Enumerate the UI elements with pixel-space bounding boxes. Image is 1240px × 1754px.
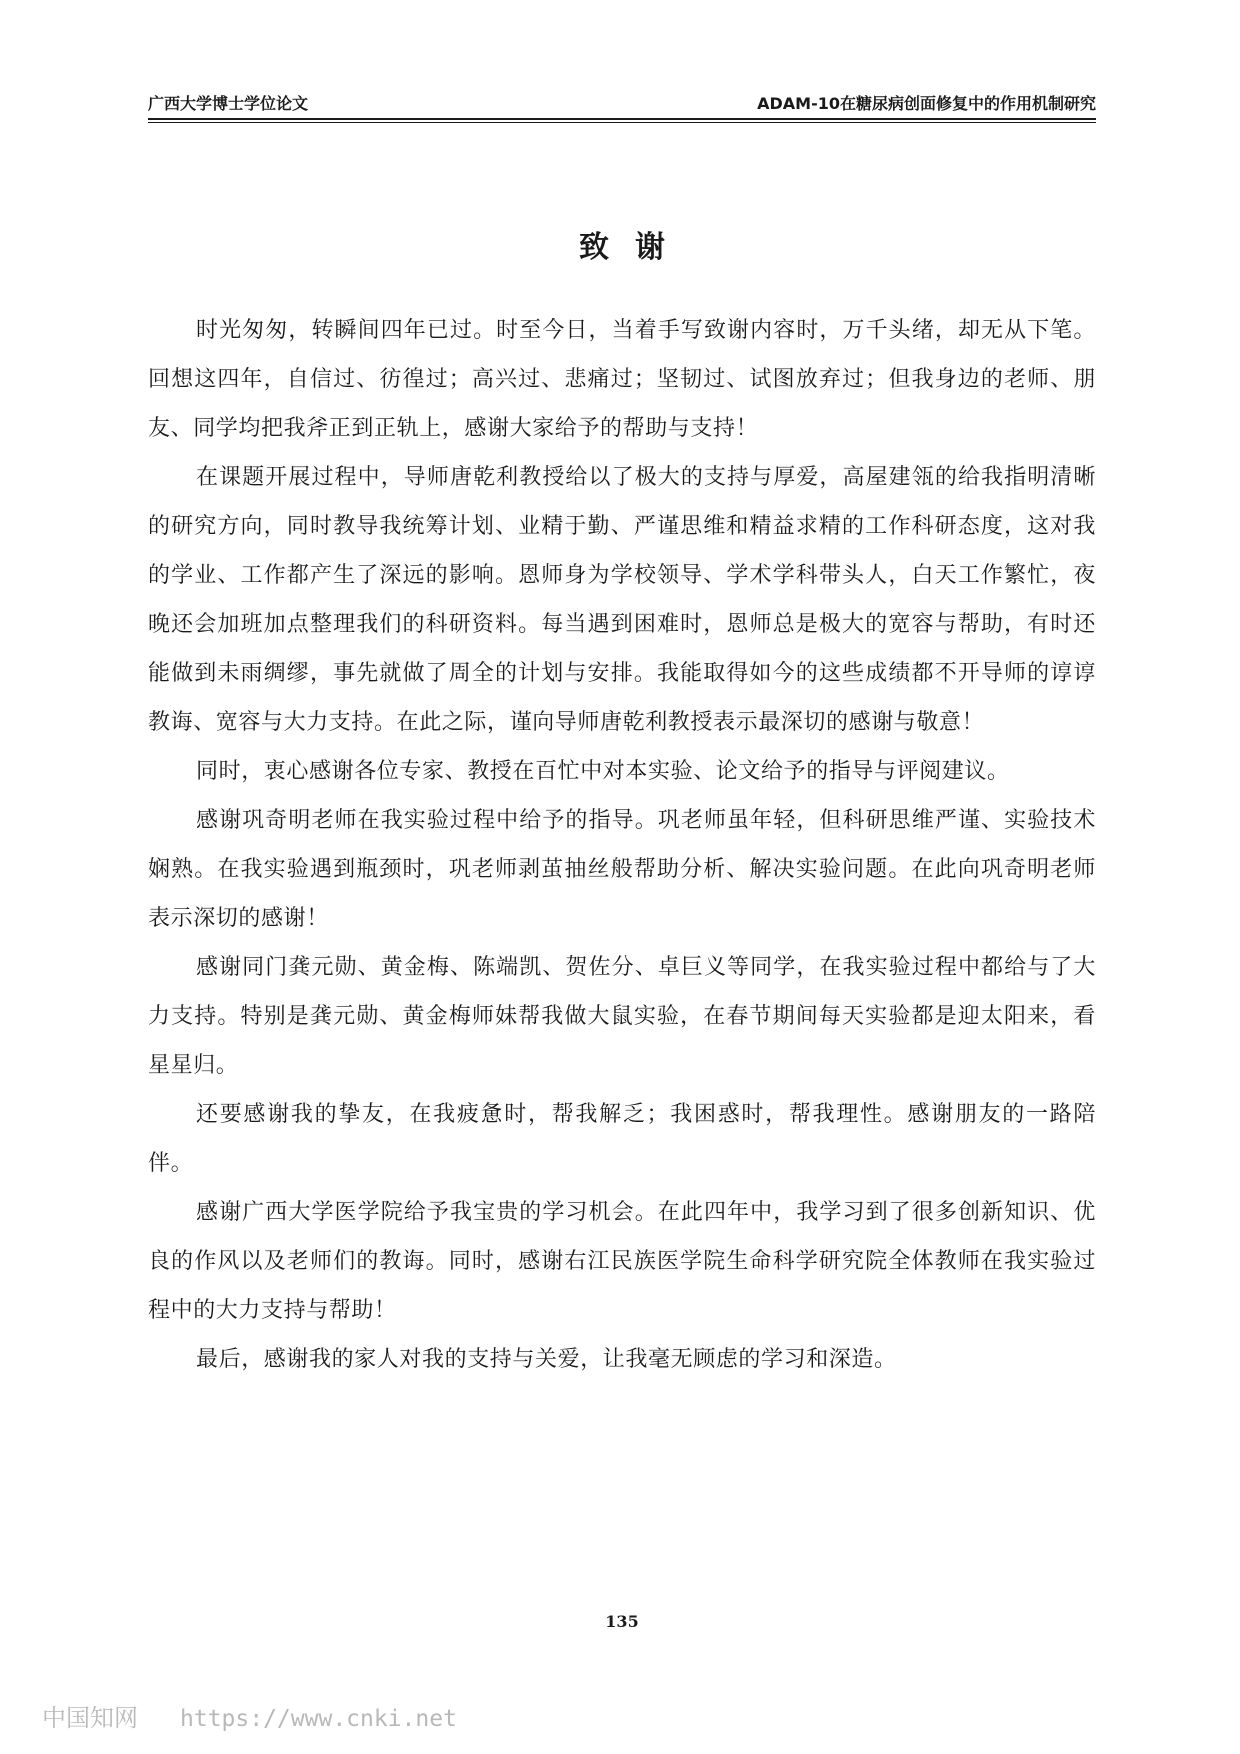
page-number: 135 bbox=[605, 1612, 639, 1631]
watermark-name: 中国知网 bbox=[42, 1704, 138, 1732]
watermark-url: https://www.cnki.net bbox=[180, 1706, 457, 1732]
paragraph: 最后，感谢我的家人对我的支持与关爱，让我毫无顾虑的学习和深造。 bbox=[196, 1347, 897, 1372]
paragraph: 感谢巩奇明老师在我实验过程中给予的指导。巩老师虽年轻，但科研思维严谨、实验技术娴熟。在我实验遇到瓶颈时，巩老师剥茧抽丝般帮助分析、解决实验问题。在此向巩奇明老师表示深切的感谢！ bbox=[148, 808, 1096, 931]
paragraph: 在课题开展过程中，导师唐乾利教授给以了极大的支持与厚爱，高屋建瓴的给我指明清晰的研究方向，同时教导我统筹计划、业精于勤、严谨思维和精益求精的工作科研态度，这对我的学业、工作都产生了深远的影响。恩师身为学校领导、学术学科带头人，白天工作繁忙，夜晚还会加班加点整理我们的科研资料。每当遇到困难时，恩师总是极大的宽容与帮助，有时还能做到未雨绸缪，事先就做了周全的计划与安排。我能取得如今的这些成绩都不开导师的谆谆教诲、宽容与大力支持。在此之际，谨向导师唐乾利教授表示最深切的感谢与敬意！ bbox=[148, 465, 1096, 735]
running-header bbox=[148, 84, 1096, 114]
cnki-watermark bbox=[42, 1698, 457, 1733]
header-rule-thin bbox=[148, 122, 1096, 123]
header-thesis-title: ADAM-10在糖尿病创面修复中的作用机制研究 bbox=[757, 94, 1096, 113]
paragraph: 感谢广西大学医学院给予我宝贵的学习机会。在此四年中，我学习到了很多创新知识、优良的作风以及老师们的教诲。同时，感谢右江民族医学院生命科学研究院全体教师在我实验过程中的大力支持与帮助！ bbox=[148, 1200, 1096, 1323]
acknowledgement-body bbox=[148, 306, 1096, 1384]
header-rule bbox=[148, 118, 1096, 120]
page-title: 致谢 bbox=[579, 230, 691, 265]
paragraph: 感谢同门龚元勋、黄金梅、陈端凯、贺佐分、卓巨义等同学，在我实验过程中都给与了大力支持。特别是龚元勋、黄金梅师妹帮我做大鼠实验，在春节期间每天实验都是迎太阳来，看星星归。 bbox=[148, 955, 1096, 1078]
header-thesis-label: 广西大学博士学位论文 bbox=[148, 94, 309, 113]
paragraph: 还要感谢我的挚友，在我疲惫时，帮我解乏；我困惑时，帮我理性。感谢朋友的一路陪伴。 bbox=[148, 1102, 1096, 1176]
paragraph: 同时，衷心感谢各位专家、教授在百忙中对本实验、论文给予的指导与评阅建议。 bbox=[196, 759, 1010, 784]
paragraph: 时光匆匆，转瞬间四年已过。时至今日，当着手写致谢内容时，万千头绪，却无从下笔。回想这四年，自信过、彷徨过；高兴过、悲痛过；坚韧过、试图放弃过；但我身边的老师、朋友、同学均把我斧正到正轨上，感谢大家给予的帮助与支持！ bbox=[148, 318, 1096, 441]
